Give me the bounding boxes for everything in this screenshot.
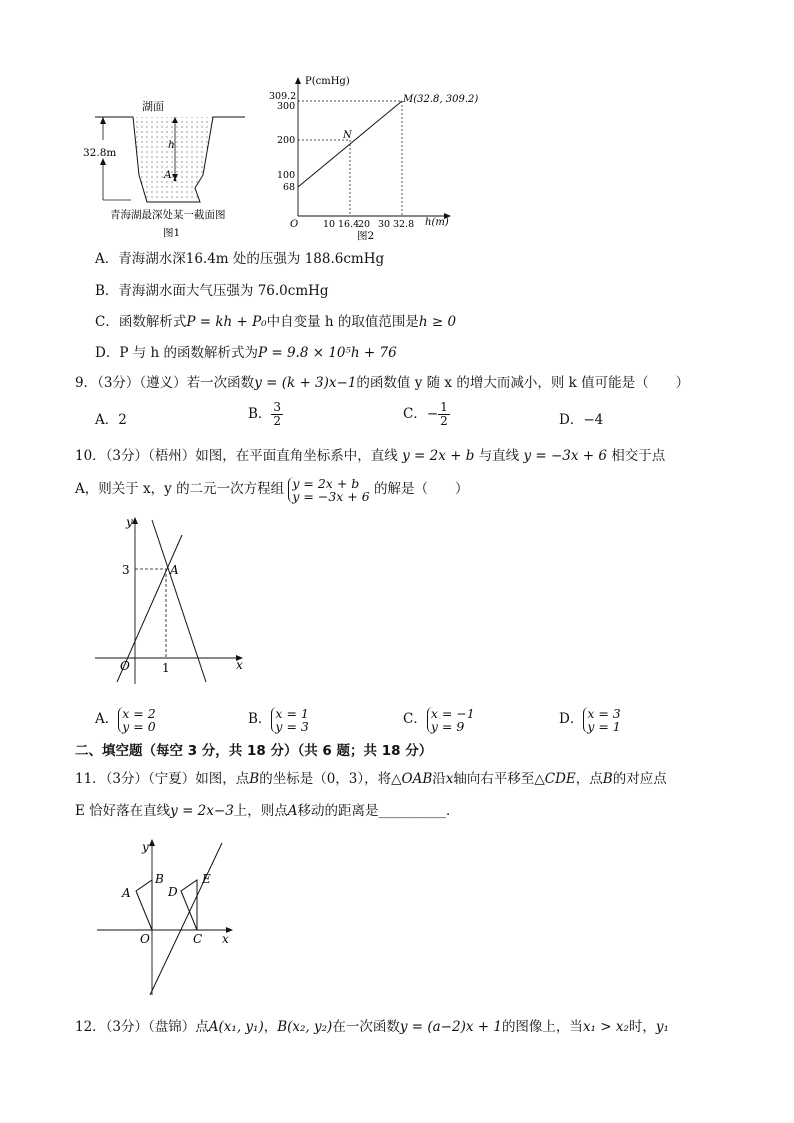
q11-text2: 的坐标是（0，3），将△ (259, 771, 402, 787)
q12-text3: 的图像上，当 (501, 1019, 583, 1035)
q12-formula: y = (a−2)x + 1 (399, 1019, 502, 1035)
y-tick-68: 68 (283, 182, 296, 193)
q9-b-denominator: 2 (273, 414, 282, 428)
y-tick-200: 200 (277, 135, 296, 146)
q10-x-axis-label: x (236, 658, 243, 672)
q11-text6: 的对应点 (612, 771, 667, 787)
q10-stem-line2 (75, 475, 469, 503)
q12-condition: x₁ > x₂ (582, 1019, 629, 1035)
q11-point-c-label: C (193, 932, 203, 946)
q10-c-eq1: x = −1 (430, 705, 475, 721)
q10-c-eq2: y = 9 (430, 718, 465, 734)
q12-sep: ， (263, 1019, 278, 1035)
q12-point-a: A(x₁, y₁) (208, 1019, 264, 1035)
q11-text7: E 恰好落在直线 (75, 803, 171, 819)
q9-b-numerator: 3 (273, 400, 282, 414)
q10-line1-formula: y = 2x + b (402, 448, 475, 464)
q11-x-axis-label: x (222, 932, 229, 946)
triangle-oab (136, 880, 152, 930)
point-m-label: M(32.8, 309.2) (403, 94, 479, 105)
x-tick-20: 20 (358, 219, 371, 230)
q10-line2-formula: y = −3x + 6 (523, 448, 607, 464)
q10-text3: 相交于点 (611, 448, 666, 464)
q10-d-label: D． (559, 711, 584, 727)
q11-triangle-oab: OAB (401, 771, 433, 787)
q8-c-text: C．函数解析式 (95, 314, 187, 330)
q12-text4: 时， (628, 1019, 656, 1035)
q12-point-b: B(x₂, y₂) (277, 1019, 333, 1035)
q9-option-a: A．2 (95, 412, 127, 428)
q10-a-label: A． (95, 711, 119, 727)
x-tick-10: 10 (323, 219, 336, 230)
q11-stem-line2 (75, 802, 460, 820)
point-n-label: N (343, 130, 352, 141)
q10-text5: 的解是（ ） (374, 481, 469, 497)
q11-graph (92, 835, 242, 1000)
q8-option-c (95, 313, 456, 331)
x-tick-32-8: 32.8 (393, 219, 415, 230)
h-label: h (168, 139, 175, 151)
q10-tick-1: 1 (162, 661, 170, 675)
q11-point-b-label: B (155, 872, 164, 886)
y-tick-300: 300 (277, 101, 296, 112)
pressure-depth-graph (265, 72, 479, 244)
q11-point-b: B (249, 771, 260, 787)
q9-c-denominator: 2 (440, 414, 448, 428)
q8-option-d (95, 344, 397, 362)
q8-c-text2: 中自变量 h 的取值范围是 (266, 314, 419, 330)
q12-stem (75, 1018, 669, 1036)
q9-option-d: D．−4 (559, 412, 604, 428)
q9-stem (75, 374, 689, 392)
q12-y1: y₁ (655, 1019, 669, 1035)
origin-label: O (290, 219, 299, 230)
q10-b-eq1: x = 1 (275, 705, 309, 721)
q9-option-c (403, 401, 450, 428)
q11-text1: 11．（3分）（宁夏）如图，点 (75, 771, 250, 787)
q11-answer-blank[interactable]: __________ (378, 803, 447, 819)
q10-option-c (403, 705, 475, 733)
fig2-label: 图2 (357, 230, 375, 242)
q8-d-text: D．P 与 h 的函数解析式为 (95, 345, 258, 361)
q11-end-mark: ． (446, 803, 460, 819)
q8-option-b: B．青海湖水面大气压强为 76.0cmHg (95, 283, 329, 299)
q11-y-axis-label: y (142, 840, 149, 854)
fig1-caption: 青海湖最深处某一截面图 (110, 209, 226, 221)
q11-stem-line1 (75, 770, 667, 788)
q10-d-eq2: y = 1 (587, 718, 621, 734)
q10-eq1: y = 2x + b (292, 475, 360, 491)
a-point-label: A (164, 169, 172, 181)
q10-eq2: y = −3x + 6 (292, 488, 370, 504)
q12-text1: 12．（3分）（盘锦）点 (75, 1019, 209, 1035)
q11-triangle-cde: CDE (544, 771, 576, 787)
q10-option-a (95, 705, 156, 733)
q10-equation-system (288, 477, 369, 503)
q12-text2: 在一次函数 (332, 1019, 400, 1035)
q8-c-formula: P = kh + P₀ (186, 314, 267, 330)
y-tick-100: 100 (277, 170, 296, 181)
q10-tick-3: 3 (122, 563, 130, 577)
q9-stem-text2: 的函数值 y 随 x 的增大而减小，则 k 值可能是（ ） (356, 375, 690, 391)
q10-origin-label: O (120, 659, 130, 673)
q11-point-a: A (287, 803, 298, 819)
q9-c-label: C．− (403, 406, 439, 422)
q10-option-b (248, 705, 309, 733)
q9-option-b (248, 401, 283, 428)
x-axis-label: h(m) (425, 217, 449, 228)
q10-text2: 与直线 (478, 448, 520, 464)
q11-point-d-label: D (168, 885, 178, 899)
q11-x-var: x (445, 771, 454, 787)
q10-a-eq1: x = 2 (122, 705, 156, 721)
x-tick-30: 30 (378, 219, 391, 230)
q8-d-formula: P = 9.8 × 10⁵h + 76 (257, 345, 397, 361)
q9-c-numerator: 1 (440, 400, 448, 414)
q9-b-label: B． (248, 406, 272, 422)
q11-origin-label: O (140, 932, 150, 946)
q11-line-formula: y = 2x−3 (170, 803, 234, 819)
q10-point-a-label: A (170, 563, 179, 577)
q8-option-a: A．青海湖水深16.4m 处的压强为 188.6cmHg (95, 251, 385, 267)
q10-y-axis-label: y (126, 515, 133, 529)
q10-text4: A，则关于 x，y 的二元一次方程组 (75, 481, 285, 497)
q11-text4: 轴向右平移至△ (453, 771, 545, 787)
q11-text8: 上，则点 (233, 803, 288, 819)
q10-c-label: C． (403, 711, 427, 727)
q11-text3: 沿 (432, 771, 446, 787)
q10-a-eq2: y = 0 (122, 718, 156, 734)
q10-d-eq1: x = 3 (587, 705, 621, 721)
y-axis-label: P(cmHg) (305, 76, 350, 87)
water-region (133, 117, 213, 202)
q10-graph (90, 512, 250, 687)
q11-point-a-label: A (122, 886, 131, 900)
q11-text5: ，点 (575, 771, 603, 787)
q10-text1: 10．（3分）（梧州）如图，在平面直角坐标系中，直线 (75, 448, 398, 464)
q10-b-eq2: y = 3 (275, 718, 309, 734)
q10-option-d (559, 705, 621, 733)
triangle-cde (181, 880, 197, 930)
q9-stem-text: 9．（3分）（遵义）若一次函数 (75, 375, 255, 391)
q10-b-label: B． (248, 711, 272, 727)
q11-point-b2: B (602, 771, 613, 787)
line-y-2x-3 (150, 843, 222, 995)
surface-label: 湖面 (142, 100, 164, 113)
q10-stem-line1 (75, 447, 665, 465)
q8-c-range: h ≥ 0 (418, 314, 457, 330)
q9-formula: y = (k + 3)x−1 (254, 375, 357, 391)
q11-point-e-label: E (202, 872, 211, 886)
x-tick-16-4: 16.4 (338, 219, 360, 230)
q11-text9: 移动的距离是 (297, 803, 379, 819)
y-tick-309: 309.2 (269, 91, 297, 102)
section-2-title: 二、填空题（每空 3 分，共 18 分）（共 6 题；共 18 分） (75, 743, 433, 759)
lake-cross-section-figure (83, 90, 255, 240)
fig1-label: 图1 (163, 227, 181, 239)
depth-label: 32.8m (83, 147, 117, 159)
